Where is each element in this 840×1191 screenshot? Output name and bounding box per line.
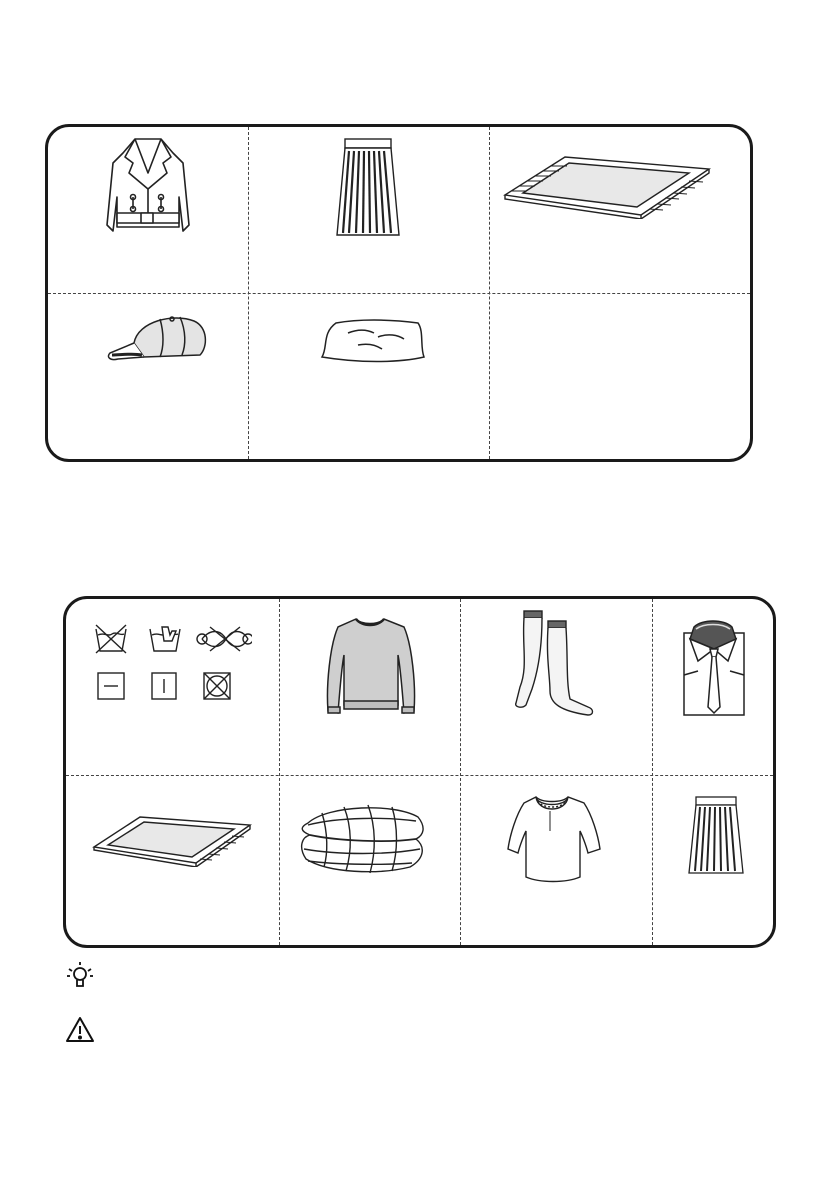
sweater-icon xyxy=(320,615,420,719)
grid-divider xyxy=(48,293,750,294)
warning-note xyxy=(64,1014,764,1046)
tip-note xyxy=(64,960,764,992)
grid-divider xyxy=(279,599,280,945)
wool-top-icon xyxy=(506,791,602,887)
pleated-skirt-icon xyxy=(333,137,403,241)
shirt-tie-icon xyxy=(678,615,748,719)
grid-divider xyxy=(460,599,461,945)
grid-divider xyxy=(66,775,773,776)
garment-grid-bottom xyxy=(63,596,776,948)
care-symbols-icon xyxy=(92,623,252,703)
duvet-icon xyxy=(298,803,428,875)
grid-divider xyxy=(652,599,653,945)
cap-icon xyxy=(104,313,214,371)
lightbulb-icon xyxy=(64,960,96,992)
pleated-skirt-icon xyxy=(686,795,746,879)
warning-icon xyxy=(64,1014,96,1046)
stockings-icon xyxy=(510,607,600,719)
jacket-icon xyxy=(103,133,193,241)
garment-grid-top xyxy=(45,124,753,462)
rug-icon xyxy=(92,813,252,867)
rug-icon xyxy=(503,153,713,219)
pillow-icon xyxy=(318,317,428,367)
